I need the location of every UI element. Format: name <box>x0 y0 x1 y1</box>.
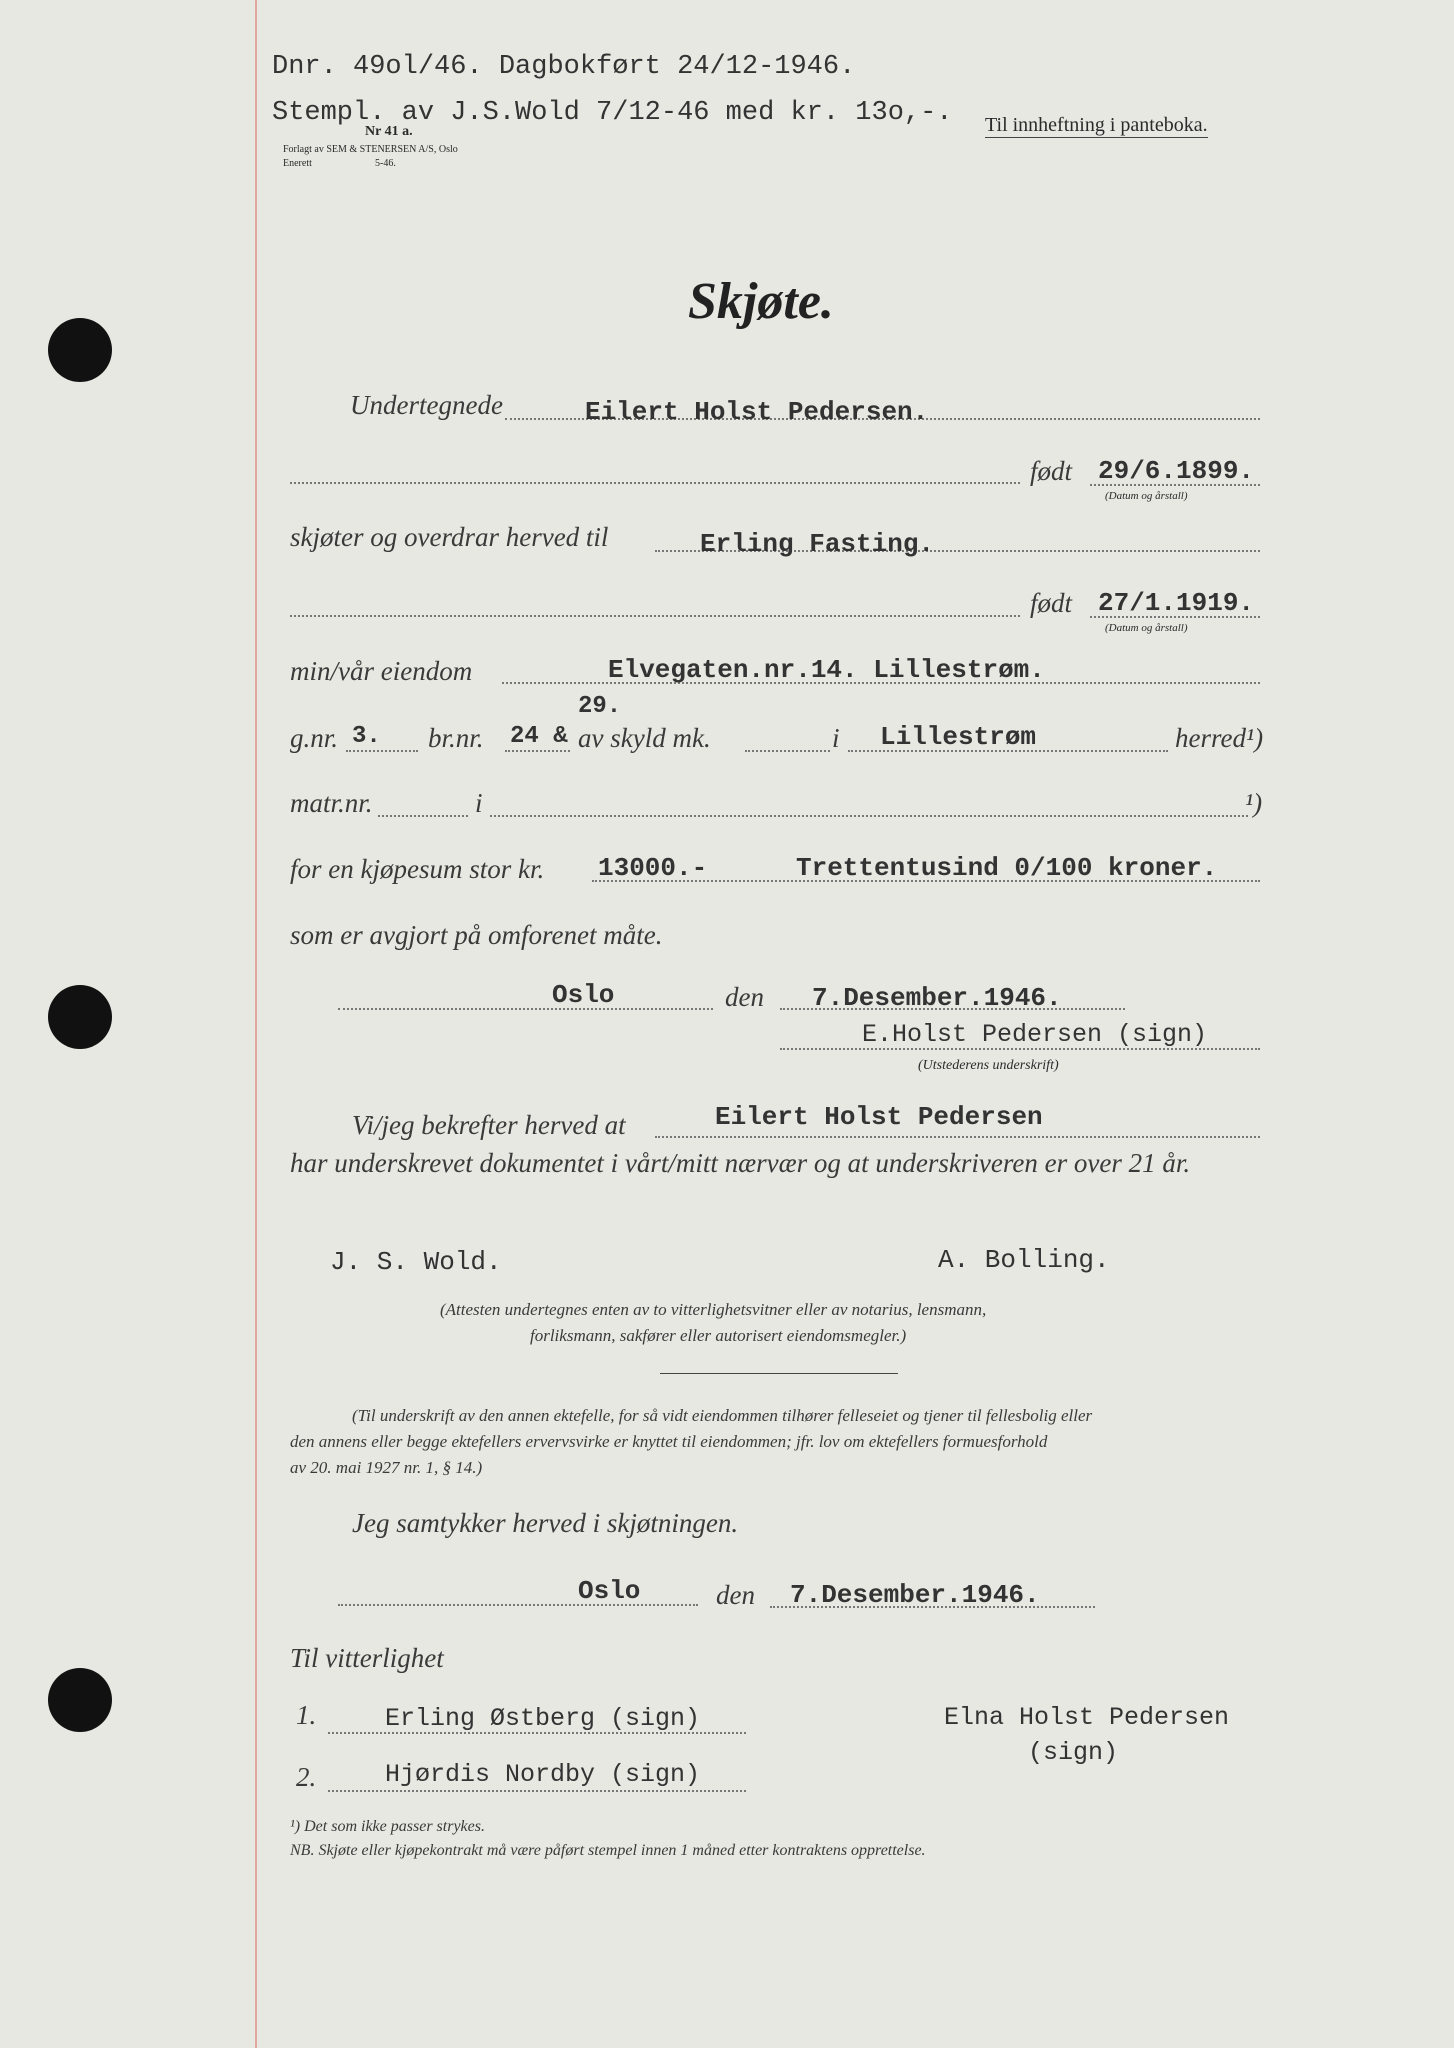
price-amount: 13000.- <box>598 853 708 883</box>
dotted-line <box>592 880 1260 882</box>
spouse-signature-sign: (sign) <box>1028 1738 1119 1767</box>
dotted-line <box>338 1008 713 1010</box>
property-label: min/vår eiendom <box>290 656 473 686</box>
publisher-line: Forlagt av SEM & STENERSEN A/S, Oslo <box>283 144 458 155</box>
dotted-line <box>328 1790 746 1792</box>
dotted-line <box>338 1604 698 1606</box>
witness-number: 1. <box>296 1700 317 1730</box>
punch-hole <box>48 1668 112 1732</box>
dotted-line <box>1090 484 1260 486</box>
spouse-consent: Jeg samtykker herved i skjøtningen. <box>352 1508 739 1538</box>
matr-i: i <box>475 788 483 818</box>
seller-born-date: 29/6.1899. <box>1098 456 1255 486</box>
price-settled: som er avgjort på omforenet måte. <box>290 920 663 950</box>
spouse-note: av 20. mai 1927 nr. 1, § 14.) <box>290 1458 483 1477</box>
matr-label: matr.nr. <box>290 788 373 818</box>
brnr-value: 24 & <box>510 723 568 750</box>
top-right-note: Til innheftning i panteboka. <box>985 114 1208 136</box>
dotted-line <box>770 1606 1095 1608</box>
buyer-born-date: 27/1.1919. <box>1098 588 1255 618</box>
consent-date: 7.Desember.1946. <box>790 1580 1040 1610</box>
form-number: Nr 41 a. <box>365 124 413 139</box>
witness-subject-name: Eilert Holst Pedersen <box>715 1102 1043 1132</box>
dotted-line <box>346 750 418 752</box>
attest-note: (Attesten undertegnes enten av to vitterlighetsvitner eller av notarius, lensmann, <box>440 1300 987 1319</box>
dotted-line <box>490 815 1248 817</box>
stamp-line: Stempl. av J.S.Wold 7/12-46 med kr. 13o,-. <box>272 98 953 128</box>
spouse-note: den annens eller begge ektefellers ervervsvirke er knyttet til eiendommen; jfr. lov om ektefellers formuesforhold <box>290 1432 1048 1451</box>
price-label: for en kjøpesum stor kr. <box>290 854 545 884</box>
seller-date-caption: (Datum og årstall) <box>1105 490 1188 502</box>
witness-number: 2. <box>296 1762 317 1792</box>
seller-label: Undertegnede <box>350 390 503 420</box>
witness-statement: har underskrevet dokumentet i vårt/mitt nærvær og at underskriveren er over 21 år. <box>290 1148 1191 1178</box>
brnr-extra: 29. <box>578 693 622 720</box>
dotted-line <box>1090 616 1260 618</box>
dotted-line <box>780 1008 1125 1010</box>
herred-value: Lillestrøm <box>880 722 1037 752</box>
price-words: Trettentusind 0/100 kroner. <box>796 853 1218 883</box>
margin-line <box>255 0 257 2048</box>
buyer-label: skjøter og overdrar herved til <box>290 522 609 552</box>
spouse-note: (Til underskrift av den annen ektefelle, for så vidt eiendommen tilhører felleseiet og tjener til fellesbolig eller <box>352 1406 1093 1425</box>
footnote: NB. Skjøte eller kjøpekontrakt må være påført stempel innen 1 måned etter kontraktens opprettelse. <box>290 1842 926 1859</box>
issuer-signature: E.Holst Pedersen (sign) <box>862 1020 1208 1049</box>
i-label: i <box>832 723 840 753</box>
attest-note: forliksmann, sakfører eller autorisert eiendomsmegler.) <box>530 1326 907 1345</box>
divider <box>660 1373 898 1374</box>
dotted-line <box>745 750 830 752</box>
signing-den: den <box>725 982 764 1012</box>
vitterlighet-label: Til vitterlighet <box>290 1643 444 1673</box>
witness-1-name: J. S. Wold. <box>330 1247 502 1277</box>
document-title: Skjøte. <box>688 273 834 330</box>
buyer-name: Erling Fasting. <box>700 529 935 559</box>
consent-witness-1: Erling Østberg (sign) <box>385 1704 701 1733</box>
seller-name: Eilert Holst Pedersen. <box>585 397 929 427</box>
brnr-label: br.nr. <box>428 723 484 753</box>
gnr-value: 3. <box>352 723 381 750</box>
dotted-line <box>290 615 1020 617</box>
publisher-date: 5-46. <box>375 158 396 169</box>
consent-witness-2: Hjørdis Nordby (sign) <box>385 1760 701 1789</box>
consent-place: Oslo <box>578 1576 641 1606</box>
registration-line: Dnr. 49ol/46. Dagbokført 24/12-1946. <box>272 52 856 82</box>
witness-label: Vi/jeg bekrefter herved at <box>352 1110 626 1140</box>
signing-place: Oslo <box>552 980 615 1010</box>
punch-hole <box>48 985 112 1049</box>
dotted-line <box>290 482 1020 484</box>
dotted-line <box>655 1136 1260 1138</box>
dotted-line <box>780 1048 1260 1050</box>
buyer-date-caption: (Datum og årstall) <box>1105 622 1188 634</box>
consent-den: den <box>716 1580 755 1610</box>
punch-hole <box>48 318 112 382</box>
herred-label: herred¹) <box>1175 723 1264 753</box>
signing-date: 7.Desember.1946. <box>812 983 1062 1013</box>
gnr-label: g.nr. <box>290 723 339 753</box>
publisher-enerett: Enerett <box>283 158 312 169</box>
dotted-line <box>848 750 1168 752</box>
buyer-born-label: født <box>1030 588 1073 618</box>
dotted-line <box>378 815 468 817</box>
dotted-line <box>505 750 570 752</box>
spouse-signature: Elna Holst Pedersen <box>944 1703 1230 1732</box>
seller-born-label: født <box>1030 456 1073 486</box>
signature-caption: (Utstederens underskrift) <box>918 1058 1059 1073</box>
witness-2-name: A. Bolling. <box>938 1245 1110 1275</box>
footnote: ¹) Det som ikke passer strykes. <box>290 1818 485 1835</box>
matr-end: ¹) <box>1245 788 1263 818</box>
property-address: Elvegaten.nr.14. Lillestrøm. <box>608 655 1045 685</box>
dotted-line <box>328 1732 746 1734</box>
skyld-label: av skyld mk. <box>578 723 711 753</box>
